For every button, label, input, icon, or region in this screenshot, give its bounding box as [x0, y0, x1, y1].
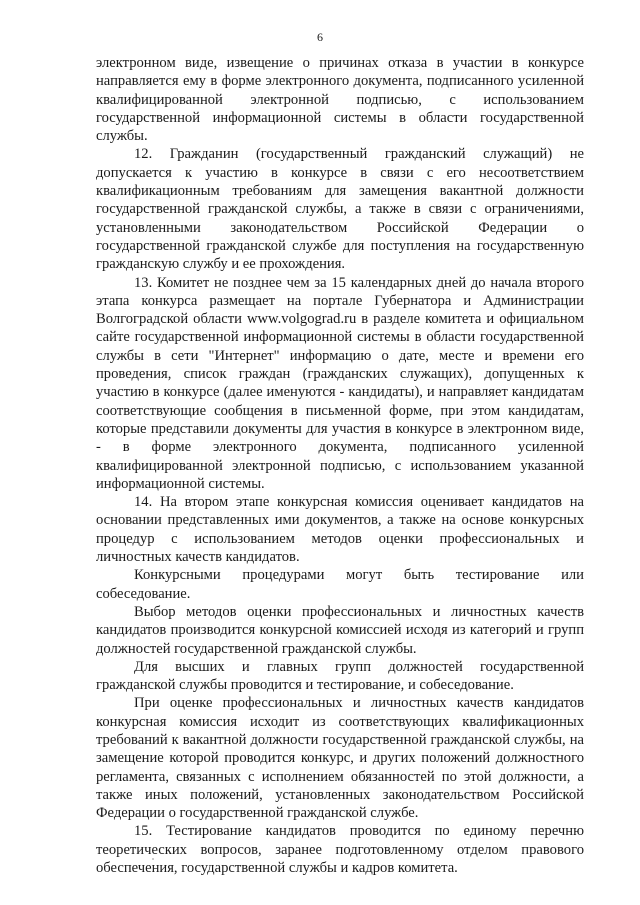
paragraph: При оценке профессиональных и личностных качеств кандидатов конкурсная комиссия исходит из соответствующих квалификационных требований к вакантной должности государственной гражданской службы, на замещение которой проводится конкурс, и других положений должностного регламента, связанных с исполнением обязанностей по этой должности, а также иных положений, установленных законодательством Российской Федерации о государственной гражданской службе.	[96, 695, 584, 822]
paragraph: 12. Гражданин (государственный гражданский служащий) не допускается к участию в конкурсе в связи с его несоответствием квалификационным требованиям для замещения вакантной должности государственной гражданской службы, а также в связи с ограничениями, установленными законодательством Российской Федерации о государственной гражданской службе для поступления на государственную гражданскую службу и ее прохождения.	[96, 146, 584, 273]
paragraph: электронном виде, извещение о причинах отказа в участии в конкурсе направляется ему в форме электронного документа, подписанного усиленной квалифицированной электронной подписью, с использованием государственной информационной системы в области государственной службы.	[96, 55, 584, 145]
paragraph: Для высших и главных групп должностей государственной гражданской службы проводится и тестирование, и собеседование.	[96, 658, 584, 694]
document-body	[96, 54, 584, 877]
paragraph: Конкурсными процедурами могут быть тестирование или собеседование.	[96, 567, 584, 602]
page-number: 6	[317, 30, 323, 44]
scan-artifact	[152, 858, 154, 860]
paragraph: 14. На втором этапе конкурсная комиссия оценивает кандидатов на основании представленных ими документов, а также на основе конкурсных процедур с использованием методов оценки профессиональных и личностных качеств кандидатов.	[96, 494, 584, 566]
paragraph: Выбор методов оценки профессиональных и личностных качеств кандидатов производится конкурсной комиссией исходя из категорий и групп должностей государственной гражданской службы.	[96, 603, 584, 657]
paragraph: 13. Комитет не позднее чем за 15 календарных дней до начала второго этапа конкурса размещает на портале Губернатора и Администрации Волгоградской области www.volgograd.ru в разделе комитета и официальном сайте государственной информационной системы в области государственной службы в сети "Интернет" информацию о дате, месте и времени его проведения, список граждан (гражданских служащих), допущенных к участию в конкурсе (далее именуются - кандидаты), и направляет кандидатам соответствующие сообщения в письменной форме, при этом кандидатам, которые представили документы для участия в конкурсе в электронном виде, - в форме электронного документа, подписанного усиленной квалифицированной электронной подписью, с использованием указанной информационной системы.	[96, 274, 584, 492]
paragraph: 15. Тестирование кандидатов проводится по единому перечню теоретических вопросов, заранее подготовленному отделом правового обеспечения, государственной службы и кадров комитета.	[96, 823, 584, 877]
